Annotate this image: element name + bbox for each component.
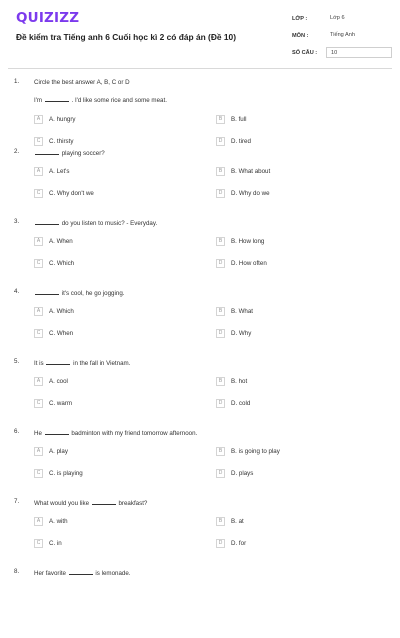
option-b[interactable] (216, 306, 253, 316)
question-text: Her favorite is lemonade. (34, 570, 131, 577)
option-text: D. How often (231, 259, 267, 267)
option-letter-box: A (34, 307, 43, 316)
option-text: A. play (49, 447, 68, 455)
question-6 (0, 428, 400, 498)
question-text: It is in the fall in Vietnam. (34, 360, 131, 367)
option-letter-box: D (216, 539, 225, 548)
option-text: C. in (49, 539, 62, 547)
option-letter-box: A (34, 237, 43, 246)
option-letter-box: D (216, 189, 225, 198)
question-text: What would you like breakfast? (34, 500, 148, 507)
option-a[interactable] (34, 306, 74, 316)
question-4 (0, 288, 400, 358)
option-letter-box: B (216, 377, 225, 386)
option-letter-box: D (216, 137, 225, 146)
option-letter-box: B (216, 167, 225, 176)
question-number: 3. (14, 218, 20, 225)
answer-blank (92, 498, 116, 505)
option-letter-box: B (216, 115, 225, 124)
option-b[interactable] (216, 376, 247, 386)
option-text: C. thirsty (49, 137, 74, 145)
question-text: Circle the best answer A, B, C or D (34, 79, 130, 86)
answer-blank (46, 358, 70, 365)
question-text: do you listen to music? - Everyday. (34, 218, 374, 228)
question-5 (0, 358, 400, 428)
option-letter-box: D (216, 399, 225, 408)
option-d[interactable] (216, 188, 270, 198)
question-number: 8. (14, 568, 20, 575)
option-a[interactable] (34, 166, 69, 176)
option-text: A. cool (49, 377, 68, 385)
answer-blank (45, 95, 69, 102)
option-text: D. plays (231, 469, 254, 477)
meta-row-class (292, 13, 392, 24)
worksheet-meta (292, 13, 392, 64)
option-c[interactable] (34, 258, 74, 268)
question-2 (0, 148, 400, 218)
question-text: He badminton with my friend tomorrow afternoon. (34, 430, 198, 437)
meta-row-count (292, 47, 392, 58)
option-text: D. cold (231, 399, 251, 407)
option-b[interactable] (216, 236, 264, 246)
meta-value: Lớp 6 (330, 15, 345, 21)
option-text: B. full (231, 115, 247, 123)
option-letter-box: B (216, 447, 225, 456)
option-letter-box: B (216, 307, 225, 316)
option-letter-box: C (34, 189, 43, 198)
option-letter-box: C (34, 329, 43, 338)
option-text: C. is playing (49, 469, 83, 477)
option-text: B. at (231, 517, 244, 525)
option-letter-box: D (216, 259, 225, 268)
option-c[interactable] (34, 468, 83, 478)
question-7 (0, 498, 400, 568)
option-text: A. Which (49, 307, 74, 315)
option-letter-box: D (216, 329, 225, 338)
option-letter-box: A (34, 377, 43, 386)
meta-label: SỐ CÂU : (292, 49, 318, 56)
option-a[interactable] (34, 446, 68, 456)
option-letter-box: A (34, 167, 43, 176)
option-letter-box: C (34, 259, 43, 268)
option-text: D. Why do we (231, 189, 270, 197)
quizizz-logo: QUIZIZZ (16, 10, 80, 26)
option-letter-box: A (34, 115, 43, 124)
option-text: D. for (231, 539, 247, 547)
header-divider (8, 68, 392, 69)
question-number: 2. (14, 148, 20, 155)
question-number: 5. (14, 358, 20, 365)
option-letter-box: C (34, 399, 43, 408)
option-letter-box: C (34, 539, 43, 548)
option-text: C. Which (49, 259, 75, 267)
option-a[interactable] (34, 236, 73, 246)
answer-blank (45, 428, 69, 435)
question-number: 7. (14, 498, 20, 505)
option-text: B. hot (231, 377, 248, 385)
option-c[interactable] (34, 328, 73, 338)
option-c[interactable] (34, 538, 62, 548)
option-text: C. When (49, 329, 74, 337)
option-d[interactable] (216, 136, 251, 146)
meta-row-subject (292, 30, 392, 41)
option-d[interactable] (216, 258, 267, 268)
option-text: B. How long (231, 237, 265, 245)
option-letter-box: A (34, 447, 43, 456)
question-number: 4. (14, 288, 20, 295)
option-text: C. warm (49, 399, 73, 407)
option-text: A. Let's (49, 167, 70, 175)
option-a[interactable] (34, 516, 68, 526)
option-d[interactable] (216, 398, 250, 408)
option-text: B. is going to play (231, 447, 280, 455)
option-a[interactable] (34, 114, 75, 124)
option-letter-box: B (216, 237, 225, 246)
option-text: A. with (49, 517, 68, 525)
option-text: B. What about (231, 167, 271, 175)
question-number: 1. (14, 78, 20, 85)
option-text: C. Why don't we (49, 189, 94, 197)
option-text: A. When (49, 237, 73, 245)
option-letter-box: D (216, 469, 225, 478)
option-b[interactable] (216, 166, 270, 176)
worksheet-header (0, 0, 400, 66)
question-list (0, 78, 400, 638)
option-a[interactable] (34, 376, 68, 386)
option-text: D. Why (231, 329, 252, 337)
question-sentence: I'm . I'd like some rice and some meat. (34, 97, 167, 104)
meta-value: Tiếng Anh (330, 32, 355, 38)
option-b[interactable] (216, 516, 244, 526)
option-text: A. hungry (49, 115, 76, 123)
question-3 (0, 218, 400, 288)
meta-label: MÔN : (292, 32, 309, 39)
question-1 (0, 78, 400, 148)
question-text: playing soccer? (34, 148, 374, 158)
answer-blank (35, 218, 59, 225)
option-c[interactable] (34, 136, 73, 146)
option-c[interactable] (34, 188, 94, 198)
option-letter-box: C (34, 137, 43, 146)
worksheet-title: Đề kiểm tra Tiếng anh 6 Cuối học kì 2 có đáp án (Đề 10) (16, 32, 236, 42)
answer-blank (35, 148, 59, 155)
option-c[interactable] (34, 398, 72, 408)
option-letter-box: A (34, 517, 43, 526)
meta-value: 10 (326, 47, 392, 58)
option-d[interactable] (216, 538, 246, 548)
option-b[interactable] (216, 446, 280, 456)
option-b[interactable] (216, 114, 246, 124)
answer-blank (69, 568, 93, 575)
option-d[interactable] (216, 468, 253, 478)
answer-blank (35, 288, 59, 295)
question-text: it's cool, he go jogging. (34, 288, 374, 298)
option-letter-box: C (34, 469, 43, 478)
option-d[interactable] (216, 328, 251, 338)
option-text: B. What (231, 307, 254, 315)
question-number: 6. (14, 428, 20, 435)
option-letter-box: B (216, 517, 225, 526)
option-text: D. tired (231, 137, 251, 145)
question-8 (0, 568, 400, 638)
meta-label: LỚP : (292, 15, 308, 22)
